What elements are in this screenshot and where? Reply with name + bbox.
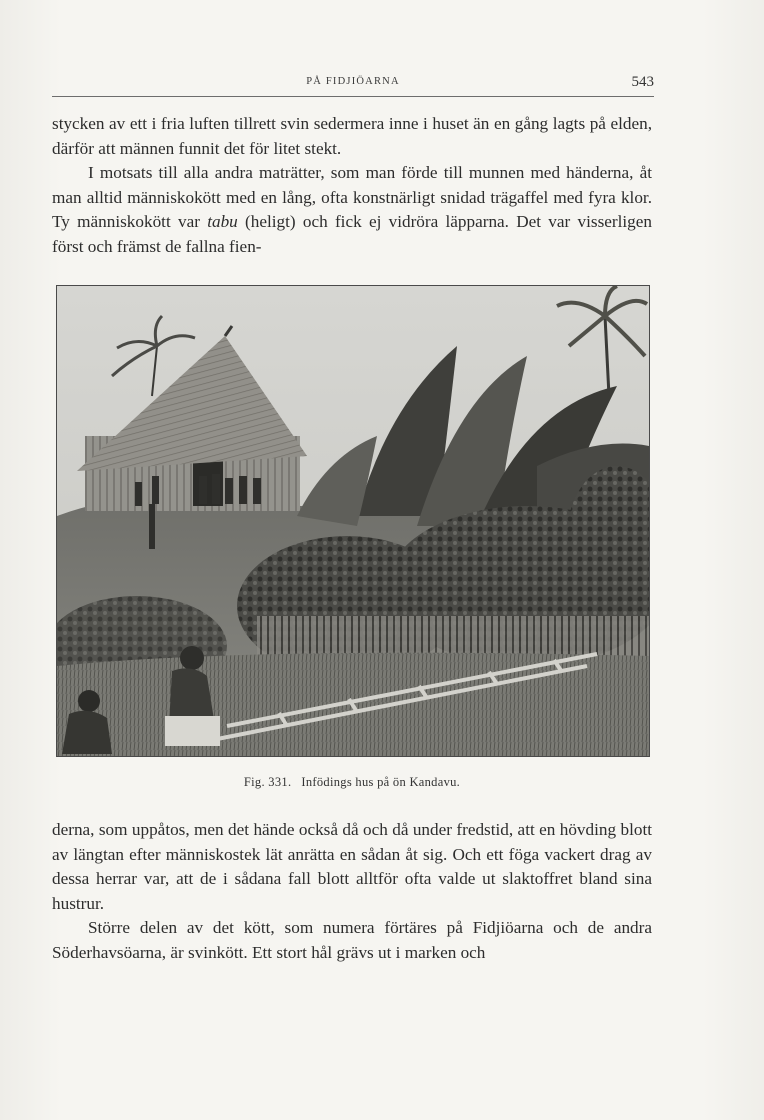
- running-header: [52, 72, 654, 97]
- figure-number: Fig. 331.: [243, 775, 292, 789]
- paragraph-enemies: derna, som uppåtos, men det hände också då och då under fredstid, att en hövding blott av längtan efter människostek lät anrätta en sådan åt sig. Och ett föga vackert drag av dessa herrar var, att de i sådana fall blott alltför ofta valde ut slaktoffret bland sina hustrur.: [52, 820, 652, 913]
- figure-caption-text: Infödings hus på ön Kandavu.: [301, 775, 461, 789]
- body-text-top: [52, 112, 652, 260]
- photo-illustration: [57, 286, 649, 756]
- page-number: 543: [631, 74, 654, 90]
- paragraph-fork-start: I motsats till alla andra maträtter, som man förde till munnen med händerna, åt man alltid människokött med en lång, ofta konstnärligt snidad trägaffel med fyra klor. Ty människokött var: [52, 163, 652, 232]
- paragraph-fork: [52, 161, 652, 259]
- paragraph-fork-end: (heligt) och fick ej vidröra läpparna. Det var visserligen först och främst de fallna fien-: [52, 212, 652, 256]
- figure-caption: [52, 775, 652, 790]
- paragraph-pork: Större delen av det kött, som numera förtäres på Fidjiöarna och de andra Söderhavsöarna, är svinkött. Ett stort hål grävs ut i marken och: [52, 918, 652, 962]
- italic-word-tabu: tabu: [207, 212, 238, 232]
- body-text-bottom: [52, 818, 652, 966]
- running-title: PÅ FIDJIÖARNA: [306, 76, 400, 87]
- photograph-native-house: [56, 285, 650, 757]
- paragraph-continued: stycken av ett i fria luften tillrett svin sedermera inne i huset än en gång lagts på elden, därför att männen funnit det för litet stekt.: [52, 114, 652, 158]
